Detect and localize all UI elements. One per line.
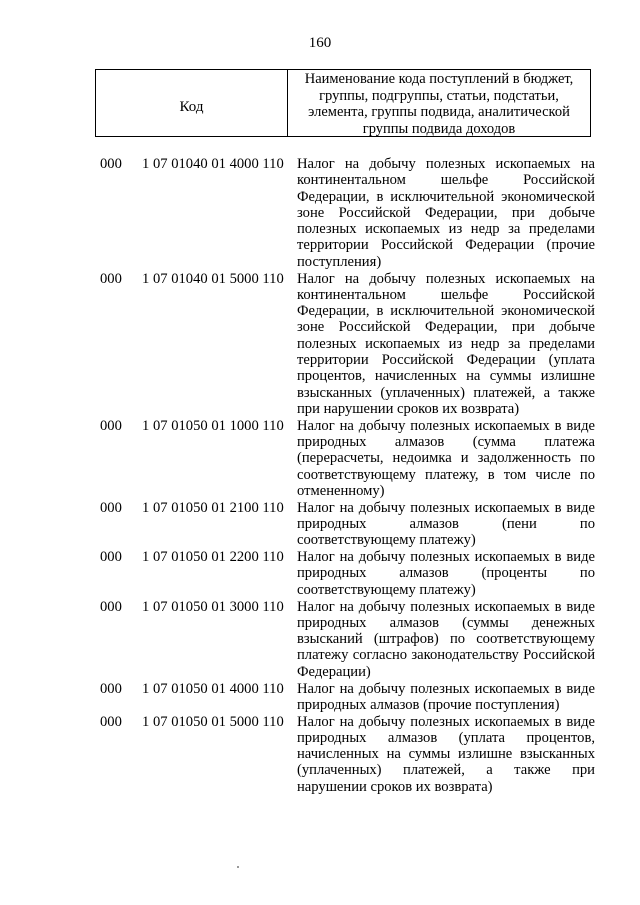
row-description: Налог на добычу полезных ископаемых на континентальном шельфе Российской Федерации, в исключительной экономической зоне Российской Федерации, при добыче полезных ископаемых из недр за пределами территории Российской Федерации (прочие поступления) [297,156,595,270]
header-code-column: Код [96,70,288,136]
row-income-code: 1 07 01040 01 5000 110 [142,270,284,287]
row-description: Налог на добычу полезных ископаемых в виде природных алмазов (сумма платежа (перерасчеты, недоимка и задолженность по соответствующему платежу, в том числе по отмененному) [297,417,595,499]
scan-speck [237,866,239,868]
row-description: Налог на добычу полезных ископаемых в виде природных алмазов (проценты по соответствующему платежу) [297,549,595,598]
table-row [100,599,595,680]
row-description: Налог на добычу полезных ископаемых в виде природных алмазов (уплата процентов, начисленных на суммы излишне взысканных (уплаченных) платежей, а также при нарушении сроков их возврата) [297,713,595,795]
table-body [100,156,595,796]
row-description: Налог на добычу полезных ископаемых в виде природных алмазов (пени по соответствующему платежу) [297,499,595,549]
row-admin-code: 000 [100,499,122,516]
row-income-code: 1 07 01050 01 5000 110 [142,713,284,730]
row-income-code: 1 07 01050 01 1000 110 [142,417,284,434]
table-row [100,271,595,418]
page-number: 160 [308,35,332,51]
row-income-code: 1 07 01050 01 2200 110 [142,549,284,566]
row-income-code: 1 07 01040 01 4000 110 [142,156,284,172]
row-income-code: 1 07 01050 01 4000 110 [142,680,284,697]
table-row [100,156,595,270]
row-admin-code: 000 [100,417,122,434]
row-income-code: 1 07 01050 01 3000 110 [142,598,284,615]
table-row [100,418,595,499]
row-income-code: 1 07 01050 01 2100 110 [142,499,284,516]
row-admin-code: 000 [100,680,122,697]
row-admin-code: 000 [100,713,122,730]
table-row [100,681,595,714]
row-admin-code: 000 [100,549,122,566]
table-row [100,549,595,598]
row-description: Налог на добычу полезных ископаемых в виде природных алмазов (прочие поступления) [297,680,595,713]
row-admin-code: 000 [100,156,122,172]
table-header [95,69,591,137]
row-admin-code: 000 [100,270,122,287]
row-description: Налог на добычу полезных ископаемых на континентальном шельфе Российской Федерации, в исключительной экономической зоне Российской Федерации, при добыче полезных ископаемых из недр за пределами территории Российской Федерации (уплата процентов, начисленных на суммы излишне взысканных (уплаченных) платежей, а также при нарушении сроков их возврата) [297,270,595,417]
table-row [100,500,595,549]
row-description: Налог на добычу полезных ископаемых в виде природных алмазов (суммы денежных взысканий (штрафов) по соответствующему платежу согласно законодательству Российской Федерации) [297,598,595,680]
table-row [100,714,595,795]
header-name-column: Наименование кода поступлений в бюджет, группы, подгруппы, статьи, подстатьи, элемента, группы подвида, аналитической группы подвида доходов [304,71,574,137]
row-admin-code: 000 [100,598,122,615]
